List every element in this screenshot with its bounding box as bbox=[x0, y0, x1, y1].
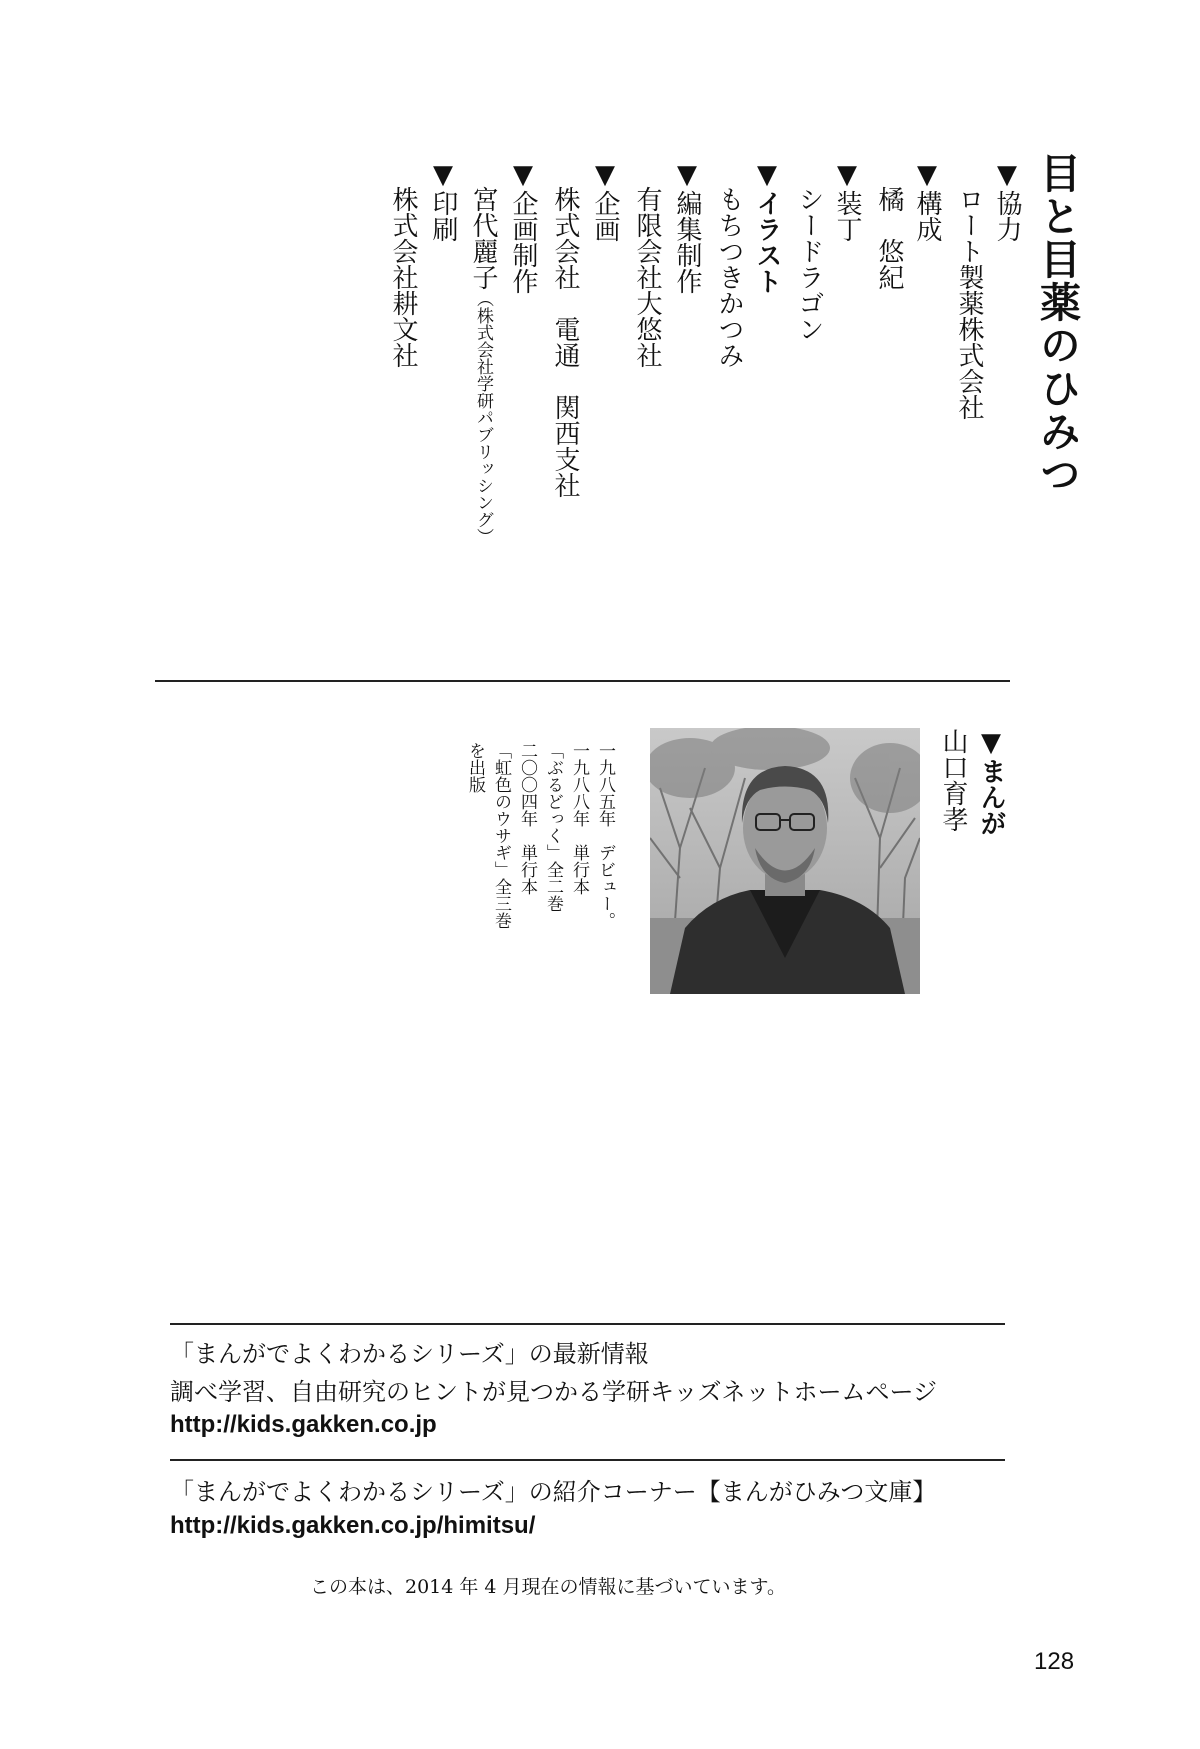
author-photo bbox=[650, 728, 920, 994]
credit-label-composition: ▼構成 bbox=[912, 160, 942, 242]
production-person: 宮代麗子 bbox=[468, 186, 498, 290]
credit-label-cooperation: ▼協力 bbox=[992, 160, 1022, 242]
credit-label-printing: ▼印刷 bbox=[428, 160, 458, 242]
page-title: 目と目薬のひみつ bbox=[1033, 152, 1081, 496]
bio-line-4: 二〇〇四年 単行本 bbox=[517, 742, 537, 895]
credit-label-illustration: ▼イラスト bbox=[752, 160, 782, 294]
credit-label-production: ▼企画制作 bbox=[508, 160, 538, 294]
bio-line-6: を出版 bbox=[465, 742, 485, 793]
himitsu-url[interactable]: http://kids.gakken.co.jp/himitsu/ bbox=[170, 1512, 536, 1539]
credit-label-planning: ▼企画 bbox=[590, 160, 620, 242]
bio-line-1: 一九八五年 デビュー。 bbox=[595, 742, 615, 929]
credit-value-planning: 株式会社 電通 関西支社 bbox=[550, 186, 580, 498]
himitsu-corner-heading: 「まんがでよくわかるシリーズ」の紹介コーナー【まんがひみつ文庫】 bbox=[170, 1478, 937, 1506]
credit-value-editing: 有限会社大悠社 bbox=[632, 186, 662, 368]
credit-value-printing: 株式会社耕文社 bbox=[388, 186, 418, 368]
credit-label-editing: ▼編集制作 bbox=[672, 160, 702, 294]
page-number: 128 bbox=[1034, 1648, 1075, 1675]
production-affiliation: （株式会社学研パブリッシング） bbox=[473, 290, 493, 545]
manga-label: ▼まんが bbox=[976, 728, 1006, 836]
credit-value-illustration: もちつきかつみ bbox=[714, 186, 744, 368]
bio-line-3: 「ぶるどっく」全二巻 bbox=[543, 742, 563, 912]
footer-top-rule bbox=[170, 1323, 1005, 1325]
info-date-note: この本は、2014 年 4 月現在の情報に基づいています。 bbox=[310, 1576, 787, 1598]
credit-value-composition: 橘 悠紀 bbox=[874, 186, 904, 290]
credits-divider bbox=[155, 680, 1010, 682]
footer-middle-rule bbox=[170, 1459, 1005, 1461]
gakken-kids-description: 調べ学習、自由研究のヒントが見つかる学研キッズネットホームページ bbox=[170, 1378, 938, 1406]
series-news-heading: 「まんがでよくわかるシリーズ」の最新情報 bbox=[170, 1340, 649, 1368]
credit-value-binding: シードラゴン bbox=[794, 186, 824, 342]
gakken-kids-url[interactable]: http://kids.gakken.co.jp bbox=[170, 1411, 437, 1438]
manga-artist-name: 山口育孝 bbox=[938, 728, 968, 832]
bio-line-2: 一九八八年 単行本 bbox=[569, 742, 589, 895]
credit-label-binding: ▼装丁 bbox=[832, 160, 862, 242]
bio-line-5: 「虹色のウサギ」全三巻 bbox=[491, 742, 511, 929]
credit-value-cooperation: ロート製薬株式会社 bbox=[954, 186, 984, 420]
credit-value-production bbox=[470, 186, 496, 545]
